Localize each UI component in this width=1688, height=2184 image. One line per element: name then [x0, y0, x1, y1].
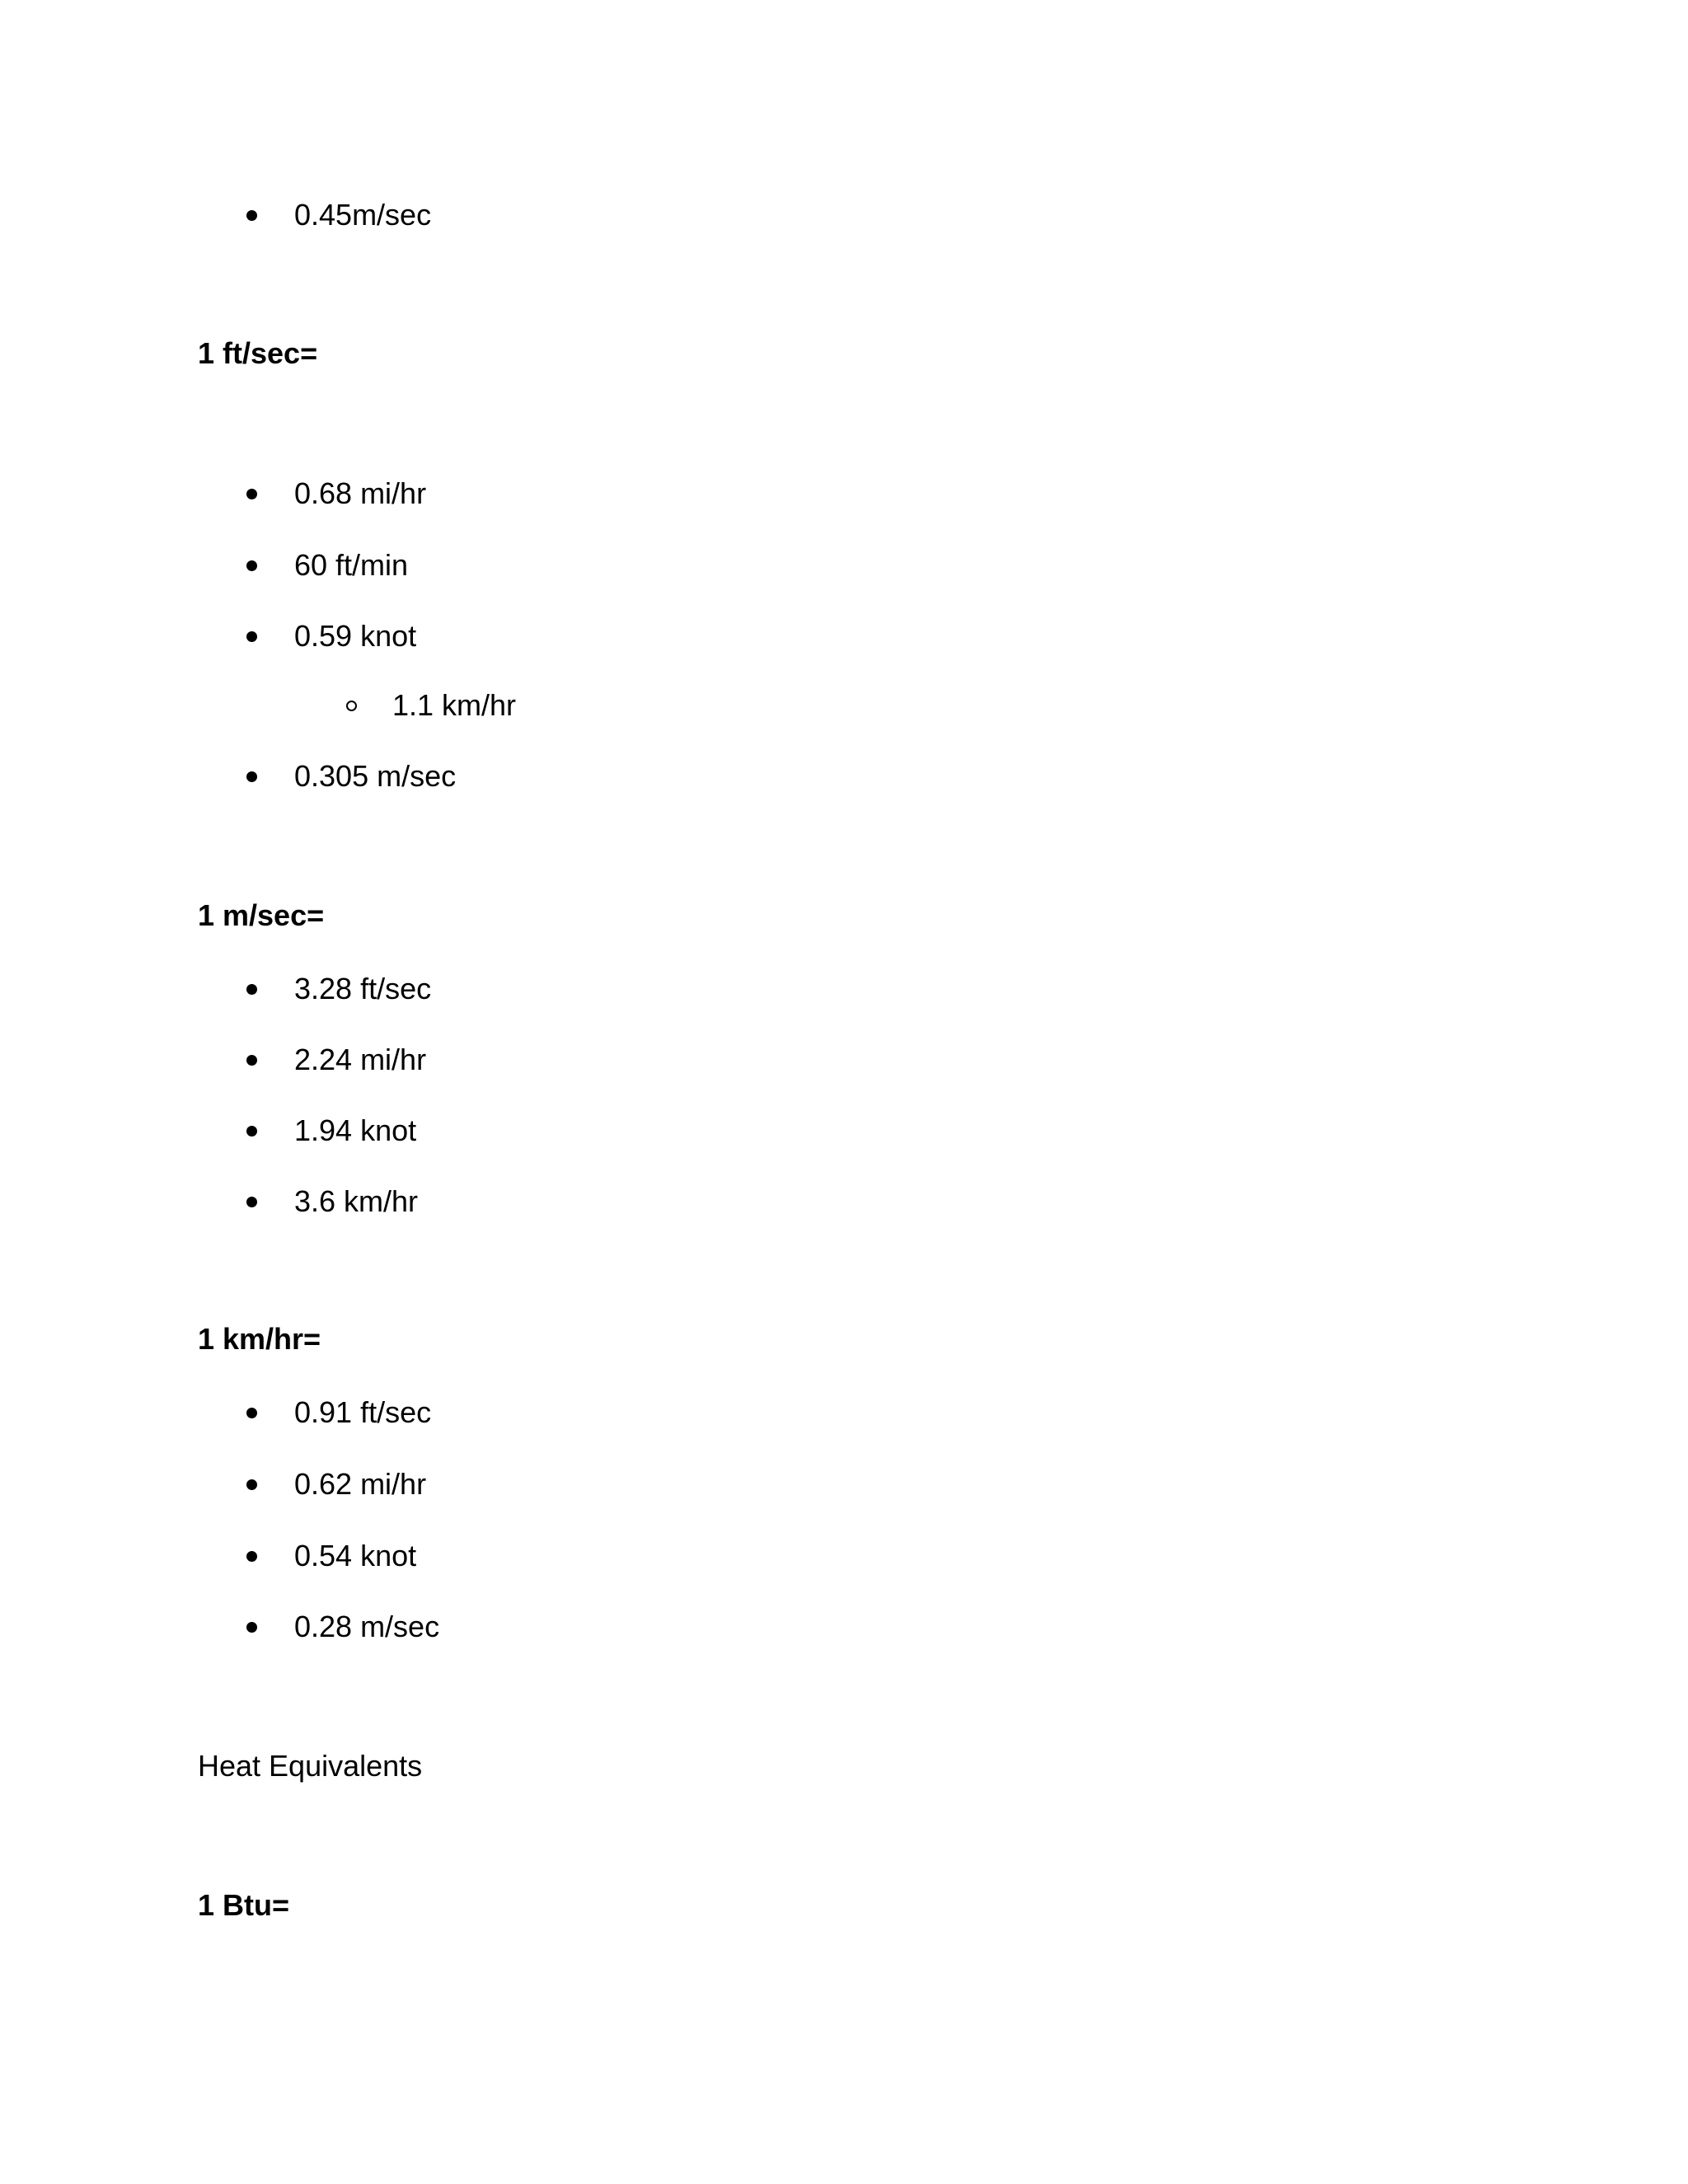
- sub-list-item: 1.1 km/hr: [392, 688, 517, 722]
- section-heading-km-hr: 1 km/hr=: [198, 1322, 321, 1356]
- section-heading-m-sec: 1 m/sec=: [198, 898, 325, 932]
- bullet-icon: [246, 489, 257, 499]
- list-item: 0.62 mi/hr: [294, 1467, 427, 1501]
- bullet-icon: [246, 1055, 257, 1066]
- list-item: 0.45m/sec: [294, 198, 432, 232]
- list-item: 1.94 knot: [294, 1113, 417, 1147]
- circle-bullet-icon: [346, 701, 357, 711]
- list-item: 0.54 knot: [294, 1539, 417, 1572]
- bullet-icon: [246, 1408, 257, 1418]
- section-heading-ft-sec: 1 ft/sec=: [198, 336, 318, 370]
- list-item: 2.24 mi/hr: [294, 1043, 427, 1076]
- section-title-heat-equivalents: Heat Equivalents: [198, 1749, 423, 1783]
- list-item: 0.28 m/sec: [294, 1610, 440, 1643]
- bullet-icon: [246, 1622, 257, 1633]
- list-item: 0.91 ft/sec: [294, 1395, 432, 1429]
- bullet-icon: [246, 1126, 257, 1137]
- bullet-icon: [246, 771, 257, 782]
- bullet-icon: [246, 560, 257, 571]
- bullet-icon: [246, 984, 257, 995]
- bullet-icon: [246, 1197, 257, 1207]
- bullet-icon: [246, 631, 257, 642]
- bullet-icon: [246, 1479, 257, 1490]
- section-heading-btu: 1 Btu=: [198, 1888, 290, 1922]
- bullet-icon: [246, 210, 257, 221]
- list-item: 0.59 knot: [294, 619, 417, 653]
- list-item: 3.6 km/hr: [294, 1184, 419, 1218]
- list-item: 60 ft/min: [294, 548, 409, 582]
- list-item: 0.305 m/sec: [294, 759, 457, 793]
- bullet-icon: [246, 1551, 257, 1562]
- list-item: 3.28 ft/sec: [294, 972, 432, 1005]
- list-item: 0.68 mi/hr: [294, 476, 427, 510]
